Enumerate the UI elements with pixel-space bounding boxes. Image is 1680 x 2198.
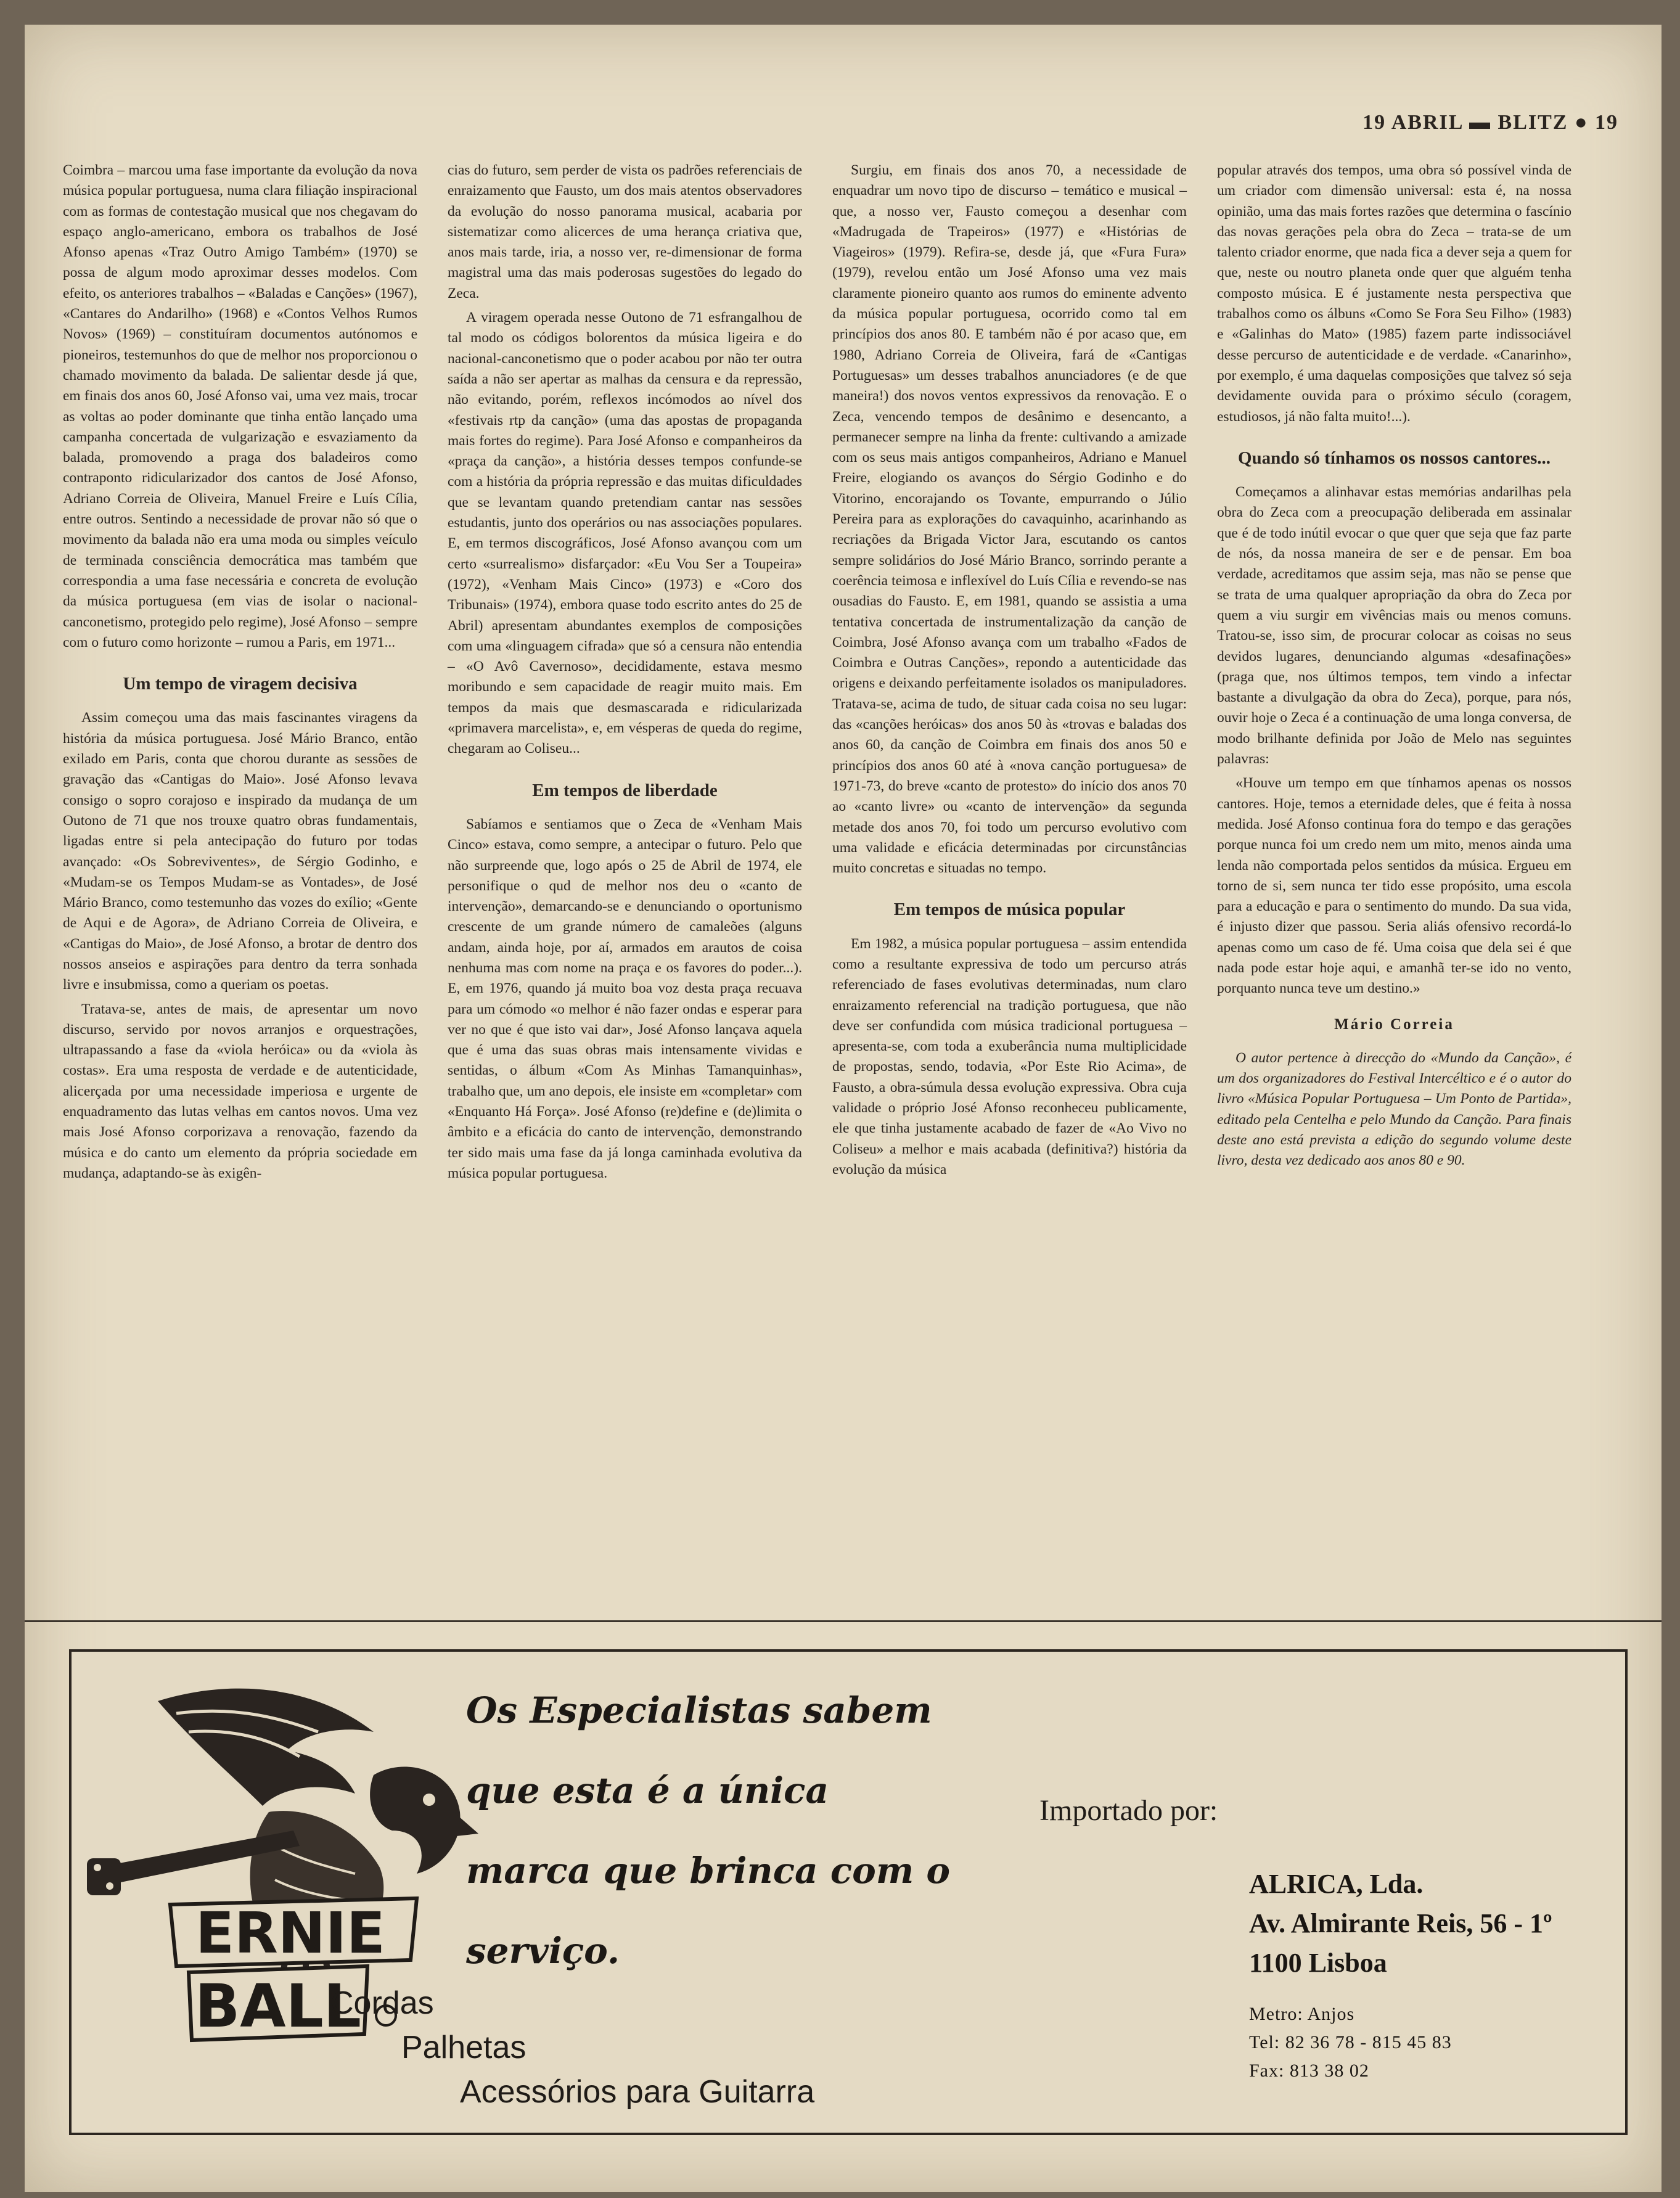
- slogan-line: serviço.: [466, 1930, 620, 1972]
- importer-fax: Fax: 813 38 02: [1249, 2061, 1369, 2081]
- section-heading: Um tempo de viragem decisiva: [123, 674, 358, 694]
- section-heading: Em tempos de música popular: [893, 900, 1126, 920]
- ernie-ball-logo: [164, 1886, 423, 2046]
- paragraph: Começamos a alinhavar estas memórias andarilhas pela obra do Zeca com a preocupação deliberada em assinalar que é de todo inútil evocar o que quer que seja que faz parte de nós, da nossa maneira de ser e de pensar. Em boa verdade, acreditamos que assim seja, mas não se pense que se trata de uma qualquer apropriação da obra do Zeca por quem a viu surgir em vivências mais ou menos comuns. Tratou-se, isso sim, de procurar colocar as coisas no seus devidos lugares, denunciando algumas «desafinações» (praga que, nos últimos tempos, tem vindo a infectar bastante a divulgação da obra do Zeca), porque, para nós, ouvir hoje o Zeca é a continuação de uma longa conversa, de modo brilhante definida por João de Melo nas seguintes palavras:: [1217, 484, 1571, 768]
- article-column-1: [63, 160, 417, 1187]
- author-bio: O autor pertence à direcção do «Mundo da Canção», é um dos organizadores do Festival Intercéltico e é o autor do livro «Música Popular Portuguesa – Um Ponto de Partida», editado pela Centelha e pelo Mundo da Canção. Para finais deste ano está prevista a edição do segundo volume deste livro, desta vez dedicado aos anos 80 e 90.: [1217, 1049, 1571, 1169]
- page-folio: 19 ABRIL ▬ BLITZ ● 19: [1362, 111, 1618, 134]
- importer-contact: [1249, 1864, 1552, 2085]
- article-column-2: [448, 160, 802, 1187]
- slogan-line: marca que brinca com o: [466, 1850, 951, 1892]
- ernie-ball-logo-mark: [164, 1886, 423, 2046]
- paragraph: A viragem operada nesse Outono de 71 esfrangalhou de tal modo os códigos bolorentos da música ligeira e do nacional-canconetismo que o poder acabou por não ter outra saída a não ser apertar as malhas da censura e da repressão, não evitando, porém, reflexos incómodos ao nível dos «festivais rtp da canção» (uma das apostas de propaganda mais fortes do regime). Para José Afonso e companheiros da «praça da canção», a história desses tempos confunde-se com a história da própria repressão e das muitas dificuldades que se levantam quando pretendiam cantar nas sessões estudantis, junto dos operários ou nas associações populares. E, em termos discográficos, José Afonso avançou com um certo «surrealismo» disfarçador: «Eu Vou Ser a Toupeira» (1972), «Venham Mais Cinco» (1973) e «Coro dos Tribunais» (1974), embora quase todo escrito antes do 25 de Abril) apresentam abundantes exemplos de composições com uma «linguagem cifrada» que só a censura não entendia – «O Avô Cavernoso», decididamente, estava mesmo moribundo e sem capacidade de reagir muito mais. Em tempos da mais que desmascarada e ridicularizada «primavera marcelista», e, em vésperas de queda do regime, chegaram ao Coliseu...: [448, 310, 802, 757]
- ernie-ball-advertisement: [69, 1649, 1628, 2135]
- product-item: Cordas: [330, 1985, 434, 2021]
- importer-label: Importado por:: [1039, 1794, 1218, 1827]
- importer-metro: Metro: Anjos: [1249, 2004, 1355, 2024]
- importer-name: ALRICA, Lda.: [1249, 1869, 1424, 1899]
- paragraph: cias do futuro, sem perder de vista os padrões referenciais de enraizamento que Fausto, um dos mais atentos observadores da evolução do nosso panorama musical, acabaria por sistematizar como alicerces de uma herança criativa que, anos mais tarde, iria, a nosso ver, re-dimensionar de forma magistral uma das mais poderosas sugestões do legado do Zeca.: [448, 162, 802, 301]
- section-divider: [25, 1620, 1662, 1622]
- logo-word-ernie: ERNIE: [195, 1900, 385, 1966]
- importer-city: 1100 Lisboa: [1249, 1948, 1387, 1978]
- author-signature: Mário Correia: [1334, 1015, 1454, 1033]
- slogan-line: que esta é a única: [466, 1769, 829, 1811]
- product-item: Acessórios para Guitarra: [460, 2074, 815, 2110]
- product-item: Palhetas: [401, 2030, 527, 2065]
- logo-word-ball: BALL: [195, 1972, 361, 2041]
- newspaper-page: [25, 25, 1662, 2192]
- importer-phone: Tel: 82 36 78 - 815 45 83: [1249, 2032, 1452, 2052]
- paragraph: Em 1982, a música popular portuguesa – assim entendida como a resultante expressiva de todo um percurso atrás referenciado de fases evolutivas determinadas, num claro enraizamento referencial na tradição portuguesa, que não deve ser confundida com música tradicional portuguesa – apresenta-se, com toda a exuberância numa multiplicidade de propostas, sendo, todavia, «Por Este Rio Acima», de Fausto, a obra-súmula dessa evolução expressiva. Obra cuja validade o próprio José Afonso reconheceu publicamente, ele que tinha justamente acabado de fazer de «Ao Vivo no Coliseu» a melhor e mais acabada (definitiva?) história da evolução da música: [832, 935, 1187, 1178]
- quote-paragraph: «Houve um tempo em que tínhamos apenas os nossos cantores. Hoje, temos a eternidade deles, que é feita à nossa medida. José Afonso continua fora do tempo e das gerações porque nunca foi um credo nem um mito, menos ainda uma lenda não comportada pelos sentidos da música. Ergueu em torno de si, sem nunca ter tido esse propósito, uma escola para a educação e para o sentimento do mundo. Da sua vida, é injusto dizer que passou. Seria aliás ofensivo recordá-lo apenas como um caso de fé. Uma coisa que dela sei é que nada pode estar hoje aqui, e amanhã ter-se ido no vento, porquanto nunca teve um destino.»: [1217, 775, 1571, 997]
- paragraph: Sabíamos e sentiamos que o Zeca de «Venham Mais Cinco» estava, como sempre, a antecipar o futuro. Pelo que não surpreende que, logo após o 25 de Abril de 1974, ele personifique o qud de melhor nos deu o «canto de intervenção», demarcando-se e denunciando o oportunismo crescente de um grande número de camaleões (alguns andam, ainda hoje, por aí, armados em arautos de coisa nenhuma mas com nome na praça e os favores do poder...). E, em 1976, quando já muito boa voz desta praça recuava para um cómodo «o melhor é não fazer ondas e esperar para ver no que é que isto vai dar», José Afonso lançava aquela que é uma das suas obras mais intensamente vividas e sentidas, o álbum «Com As Minhas Tamanquinhas», trabalho que, um ano depois, ele insiste em «completar» com «Enquanto Há Força». José Afonso (re)define e (de)limita o âmbito e a eficácia do canto de intervenção, demonstrando ter sido mais uma fase da já longa caminhada evolutiva da música popular portuguesa.: [448, 816, 802, 1181]
- importer-address: Av. Almirante Reis, 56 - 1º: [1249, 1908, 1552, 1938]
- article-column-4: [1217, 160, 1571, 1175]
- slogan-line: Os Especialistas sabem: [466, 1689, 932, 1731]
- paragraph: Coimbra – marcou uma fase importante da evolução da nova música popular portuguesa, numa clara filiação inspiracional com as formas de contestação musical que nos chegavam do espaço anglo-americano, embora os trabalhos de José Afonso apenas «Traz Outro Amigo Também» (1970) se possa de algum modo aproximar desses modelos. Com efeito, os anteriores trabalhos – «Baladas e Canções» (1967), «Cantares do Andarilho» (1968) e «Contos Velhos Rumos Novos» (1969) – constituíram documentos autónomos e pioneiros, testemunhos do que de melhor nos proporcionou o chamado movimento da balada. De salientar desde já que, em finais dos anos 60, José Afonso vai, uma vez mais, trocar as voltas ao poder dominante que tinha então lançado uma campanha concertada de vulgarização e esvaziamento da balada, promovendo a praga dos baladeiros como contraponto ridicularizador dos cantos de José Afonso, Adriano Correia de Oliveira, Manuel Freire e Luís Cília, entre outros. Sentindo a necessidade de provar não só que o movimento da balada não era uma moda ou simples veículo de terminada consciência democrática mas também que correspondia a uma fase necessária e concreta de evolução da música portuguesa (em vias de isolar o nacional-canconetismo, protegido pelo regime), José Afonso – sempre com o futuro como horizonte – rumou a Paris, em 1971...: [63, 162, 418, 650]
- ad-slogan: [466, 1670, 1021, 1991]
- section-heading: Quando só tínhamos os nossos cantores...: [1237, 448, 1551, 468]
- paragraph: Surgiu, em finais dos anos 70, a necessidade de enquadrar um novo tipo de discurso – temático e musical – que, a nosso ver, Fausto começou a desenhar com «Madrugada de Trapeiros» (1977) e «Histórias de Viageiros» (1979). Refira-se, desde já, que «Fura Fura» (1979), revelou então um José Afonso uma vez mais claramente pioneiro quanto aos rumos do eminente advento da música popular portuguesa, ocorrido como tal em princípios dos anos 80. E também não é por acaso que, em 1980, Adriano Correia de Oliveira, fará de «Cantigas Portuguesas» um desses trabalhos anunciadores (e de que maneira!) dos novos ventos expressivos da renovação. E o Zeca, vencendo tempos de desânimo e desencanto, a permanecer sempre na linha da frente: cultivando a amizade com os seus mais antigos companheiros, Adriano e Manuel Freire, elogiando os avanços do Sérgio Godinho e do Vitorino, encorajando os Tovante, empurrando o Júlio Pereira para as explorações do cavaquinho, acarinhando as recriações da Brigada Victor Jara, escutando os cantos sempre solidários do José Mário Branco, sorrindo perante a coerência teimosa e inflexível do Luís Cília e revendo-se nas ousadias do Fausto. E, em 1981, quando se assistia a uma tentativa concertada de instrumentalização da canção de Coimbra, José Afonso avança com um trabalho «Fados de Coimbra e Outras Canções», repondo a autenticidade das origens e deixando perfeitamente isolados os manipuladores. Tratava-se, acima de tudo, de situar cada coisa no seu lugar: das «canções heróicas» dos anos 50 às «trovas e baladas dos anos 60, da canção de Coimbra em finais dos anos 50 e princípios dos anos 60 até à «nova canção portuguesa» de 1971-73, do breve «canto de protesto» do início dos anos 70 ao «canto livre» ou «canto de intervenção» da segunda metade dos anos 70, foi todo um percurso evolutivo com uma validade e eficácia determinadas por circunstâncias muito concretas e situadas no tempo.: [832, 162, 1187, 877]
- paragraph: Assim começou uma das mais fascinantes viragens da história da música portuguesa. José Mário Branco, então exilado em Paris, conta que chorou durante as sessões de gravação das «Cantigas do Maio». José Afonso levava consigo o sopro corajoso e inspirado da mudança de um Outono de 71 que nos trouxe quatro obras fundamentais, ligadas entre si pela antecipação do futuro por todas avançado: «Os Sobreviventes», de Sérgio Godinho, e «Mudam-se os Tempos Mudam-se as Vontades», de José Mário Branco, como testemunho das vozes do exílio; «Gente de Aqui e de Agora», de Adriano Correia de Oliveira, e «Cantigas do Maio», de José Afonso, a brotar de dentro dos nossos anseios e aspirações para dentro da terra sonhada livre e insubmissa, como a queriam os poetas.: [63, 710, 417, 993]
- paragraph: popular através dos tempos, uma obra só possível vinda de um criador com dimensão universal: esta é, na nossa opinião, uma das mais fortes razões que determina o fascínio das novas gerações pela obra do Zeca – trata-se de um talento criador enorme, que nada fica a dever seja a quem for que, neste ou noutro planeta onde quer que alguém tenha composto música. E é justamente nesta perspectiva que trabalhos como os álbuns «Como Se Fora Seu Filho» (1983) e «Galinhas do Mato» (1985) fazem parte indissociável desse percurso de autenticidade e de verdade. «Canarinho», por exemplo, é uma daquelas composições que talvez só seja devidamente ouvida para o próximo século (coragem, estudiosos, já não falta muito!...).: [1217, 162, 1571, 425]
- section-heading: Em tempos de liberdade: [532, 780, 718, 800]
- paragraph: Tratava-se, antes de mais, de apresentar um novo discurso, servido por novos arranjos e orquestrações, ultrapassando a fase da «viola heróica» ou da «viola às costas». Era uma resposta de verdade e de autenticidade, alicerçada por uma necessidade imperiosa e urgente de enquadramento das lutas velhas em cantos novos. Uma vez mais José Afonso corporizava a renovação, fazendo da música e do canto um elemento da própria sociedade em mudança, adaptando-se às exigên-: [63, 1001, 417, 1181]
- article-column-3: [832, 160, 1187, 1184]
